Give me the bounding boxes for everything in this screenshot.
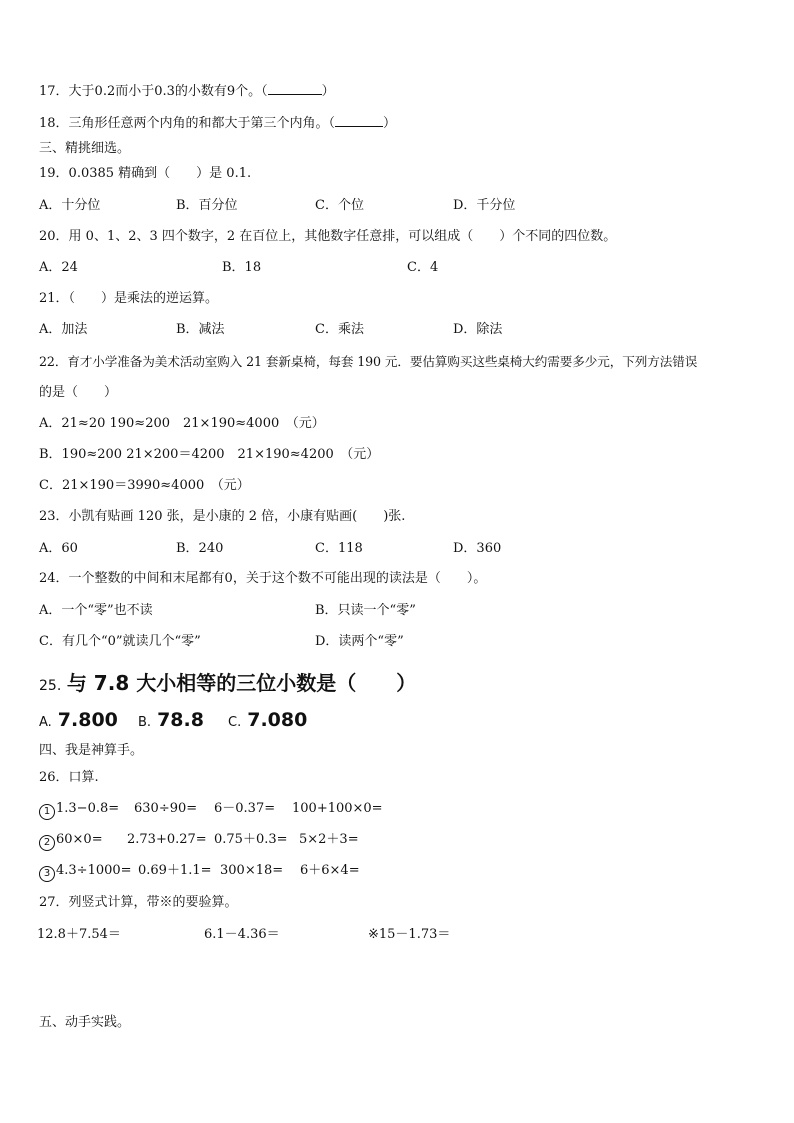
option-25-c-letter: C. xyxy=(228,715,242,730)
option-22-a[interactable]: A．21≈20 190≈200 21×190≈4000 （元） xyxy=(39,416,325,431)
option-21-b[interactable]: B．减法 xyxy=(176,322,225,337)
calc-row-1 xyxy=(39,801,119,820)
section-4-heading: 四、我是神算手。 xyxy=(39,743,144,758)
option-25-a-value: 7.800 xyxy=(57,709,118,731)
calc-row-3 xyxy=(39,863,132,882)
question-21-stem: 21．（ ）是乘法的逆运算。 xyxy=(39,291,219,306)
question-18-close: ） xyxy=(383,116,397,131)
option-24-a[interactable]: A．一个“零”也不读 xyxy=(39,603,153,618)
option-20-b[interactable]: B．18 xyxy=(222,260,262,275)
question-24-stem: 24．一个整数的中间和末尾都有0，关于这个数不可能出现的读法是（ ）。 xyxy=(39,571,487,586)
question-25-text: 与 7.8 大小相等的三位小数是（ ） xyxy=(66,671,417,695)
option-25-b[interactable] xyxy=(138,709,204,731)
calc-item: 1.3−0.8= xyxy=(56,801,120,816)
answer-blank-18[interactable] xyxy=(335,115,383,127)
question-18-text: 18．三角形任意两个内角的和都大于第三个内角。（ xyxy=(39,116,336,131)
circled-number-3: 3 xyxy=(39,866,55,882)
calc-item: 4.3÷1000= xyxy=(56,863,132,878)
calc-item: 0.69＋1.1= xyxy=(138,863,212,878)
option-19-d[interactable]: D．千分位 xyxy=(453,198,516,213)
question-23-stem: 23．小凯有贴画 120 张，是小康的 2 倍，小康有贴画( )张. xyxy=(39,509,406,524)
calc-item: 630÷90= xyxy=(134,801,198,816)
option-25-b-value: 78.8 xyxy=(157,709,204,731)
option-25-b-letter: B. xyxy=(138,715,152,730)
question-25-number: 25. xyxy=(39,678,62,694)
option-23-b[interactable]: B．240 xyxy=(176,541,224,556)
option-19-c[interactable]: C．个位 xyxy=(315,198,364,213)
option-23-d[interactable]: D．360 xyxy=(453,541,502,556)
question-19-stem: 19．0.0385 精确到（ ）是 0.1. xyxy=(39,166,252,181)
option-24-c[interactable]: C．有几个“0”就读几个“零” xyxy=(39,634,201,649)
calc-item: 6＋6×4= xyxy=(300,863,360,878)
option-21-c[interactable]: C．乘法 xyxy=(315,322,364,337)
option-25-c[interactable] xyxy=(228,709,307,731)
option-21-d[interactable]: D．除法 xyxy=(453,322,503,337)
calc-row-2 xyxy=(39,832,103,851)
question-17-text: 17．大于0.2而小于0.3的小数有9个。（ xyxy=(39,84,268,99)
option-19-b[interactable]: B．百分位 xyxy=(176,198,238,213)
question-17 xyxy=(39,83,335,100)
section-5-heading: 五、动手实践。 xyxy=(39,1015,131,1030)
question-26-stem: 26．口算. xyxy=(39,770,99,785)
question-25 xyxy=(39,667,416,696)
calc-item: 6－0.37= xyxy=(214,801,276,816)
option-22-c[interactable]: C．21×190＝3990≈4000 （元） xyxy=(39,478,250,493)
question-17-close: ） xyxy=(321,84,335,99)
option-23-a[interactable]: A．60 xyxy=(39,541,78,556)
option-23-c[interactable]: C．118 xyxy=(315,541,363,556)
question-22-stem-line2: 的是（ ） xyxy=(39,385,118,400)
section-3-heading: 三、精挑细选。 xyxy=(39,141,131,156)
calc-item: 0.75＋0.3= xyxy=(214,832,288,847)
calc-item: 2.73+0.27= xyxy=(127,832,207,847)
question-27-stem: 27．列竖式计算，带※的要验算。 xyxy=(39,895,238,910)
option-25-a-letter: A. xyxy=(39,715,52,730)
question-18 xyxy=(39,115,396,132)
option-21-a[interactable]: A．加法 xyxy=(39,322,88,337)
question-20-stem: 20．用 0、1、2、3 四个数字，2 在百位上，其他数字任意排，可以组成（ ）个不同的四位数。 xyxy=(39,229,617,244)
option-24-d[interactable]: D．读两个“零” xyxy=(315,634,404,649)
vertical-calc-item: 6.1－4.36＝ xyxy=(204,927,280,942)
option-25-a[interactable] xyxy=(39,709,118,731)
calc-item: 5×2＋3= xyxy=(299,832,359,847)
option-24-b[interactable]: B．只读一个“零” xyxy=(315,603,416,618)
option-20-c[interactable]: C．4 xyxy=(407,260,439,275)
question-22-stem-line1: 22．育才小学准备为美术活动室购入 21 套新桌椅，每套 190 元．要估算购买这些桌椅大约需要多少元，下列方法错误 xyxy=(39,354,698,369)
circled-number-1: 1 xyxy=(39,804,55,820)
vertical-calc-item: 12.8＋7.54＝ xyxy=(37,927,121,942)
option-19-a[interactable]: A．十分位 xyxy=(39,198,101,213)
calc-item: 300×18= xyxy=(220,863,284,878)
calc-item: 60×0= xyxy=(56,832,103,847)
option-25-c-value: 7.080 xyxy=(247,709,308,731)
option-20-a[interactable]: A．24 xyxy=(39,260,78,275)
answer-blank-17[interactable] xyxy=(268,83,322,95)
calc-item: 100+100×0= xyxy=(292,801,383,816)
circled-number-2: 2 xyxy=(39,835,55,851)
option-22-b[interactable]: B．190≈200 21×200＝4200 21×190≈4200 （元） xyxy=(39,447,380,462)
vertical-calc-item: ※15－1.73＝ xyxy=(368,927,451,942)
